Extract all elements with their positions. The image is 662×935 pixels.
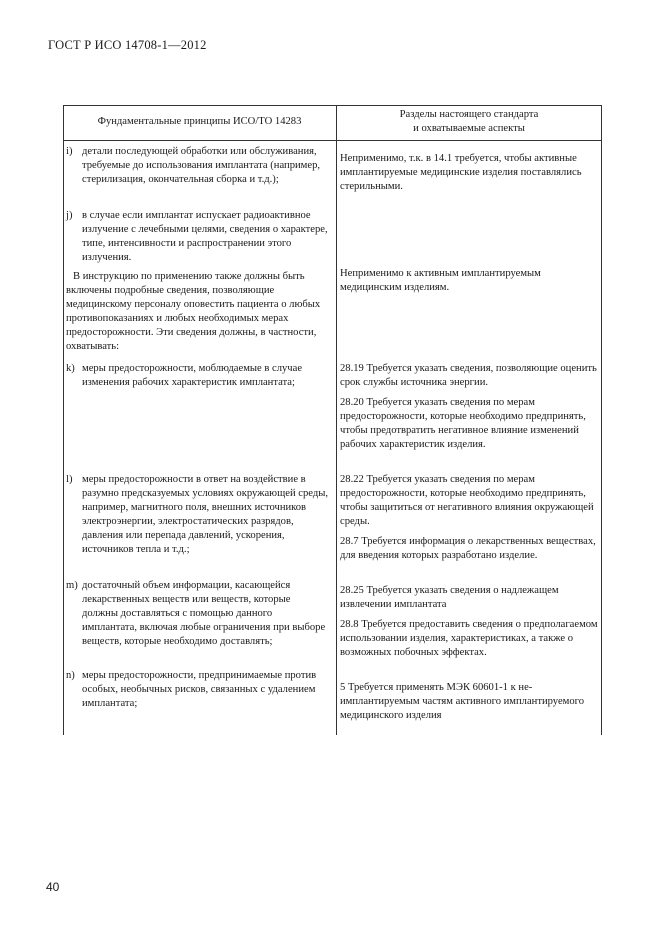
item-text: меры предосторожности, моблюдаемые в случае изменения рабочих характеристик имплантата;: [82, 363, 303, 389]
document-header: ГОСТ Р ИСО 14708-1—2012: [48, 38, 207, 52]
principles-table: [63, 105, 602, 735]
right-text-intro: Неприменимо к активным имплантируемым медицинским изделиям.: [340, 268, 541, 294]
col2-header-line2: и охватываемые аспекты: [413, 123, 525, 134]
col2-header-line1: Разделы настоящего стандарта: [399, 109, 539, 120]
header-bottom-border: [63, 140, 602, 141]
item-label: k): [66, 363, 75, 374]
column-divider: [336, 105, 337, 735]
right-text-5: 5 Требуется применять МЭК 60601-1 к не-имплантируемым частям активного имплантируемого медицинского изделия: [340, 682, 585, 722]
list-item-j: [66, 209, 328, 265]
list-item-i: [66, 145, 328, 187]
table-left-border: [63, 105, 64, 735]
page-number: 40: [46, 880, 60, 894]
right-text-28-20: 28.20 Требуется указать сведения по мерам предосторожности, которые необходимо предпринять, чтобы предотвратить негативное влияние изменений рабочих характеристик изделия.: [340, 397, 586, 451]
right-text-28-22: 28.22 Требуется указать сведения по мерам предосторожности, которые необходимо предпринять, чтобы защититься от негативного влияния окружающей среды.: [340, 474, 594, 528]
item-text: детали последующей обработки или обслуживания, требуемые до использования имплантата (например, стерилизация, окончательная сборка и т.д.);: [82, 146, 321, 186]
item-label: j): [66, 210, 73, 221]
right-text-ij: Неприменимо, т.к. в 14.1 требуется, чтобы активные имплантируемые медицинские изделия поставлялись стерильными.: [340, 153, 582, 193]
list-item-m: [66, 579, 328, 649]
list-item-l: [66, 473, 328, 558]
item-text: достаточный объем информации, касающейся лекарственных веществ или веществ, которые должны доставляться с помощью данного имплантата, включая любые ограничения при выборе веществ, которые необходимо доставлять;: [82, 580, 326, 648]
item-label: n): [66, 670, 75, 681]
item-text: меры предосторожности в ответ на воздействие в разумно предсказуемых условиях окружающей среды, например, магнитного поля, внешних источников электроэнергии, электростатических разрядов, давления или перепада давлений, ускорения, источников тепла и т.д.;: [82, 474, 328, 556]
item-text: в случае если имплантат испускает радиоактивное излучение с лечебными целями, сведения о характере, типе, интенсивности и распространении этого излучения.: [82, 210, 328, 264]
instructions-intro: В инструкцию по применению также должны быть включены подробные сведения, позволяющие медицинскому персоналу оповестить пациента о любых противопоказаниях и любых необходимых мерах предосторожности. Эти сведения должны, в частности, охватывать:: [66, 271, 321, 353]
list-item-n: [66, 669, 328, 711]
right-text-28-8: 28.8 Требуется предоставить сведения о предполагаемом использовании изделия, характеристиках, а также о возможных побочных эффектах.: [340, 619, 598, 659]
col1-header: Фундаментальные принципы ИСО/ТО 14283: [97, 116, 302, 127]
right-text-28-7: 28.7 Требуется информация о лекарственных веществах, для введения которых разработано изделие.: [340, 536, 596, 562]
right-text-28-25: 28.25 Требуется указать сведения о надлежащем извлечении имплантата: [340, 585, 559, 611]
table-right-border: [601, 105, 602, 735]
item-text: меры предосторожности, предпринимаемые против особых, необычных рисков, связанных с удалением имплантата;: [82, 670, 317, 710]
item-label: m): [66, 580, 78, 591]
item-label: i): [66, 146, 73, 157]
item-label: l): [66, 474, 73, 485]
table-top-border: [63, 105, 602, 106]
list-item-k: [66, 362, 328, 390]
col2-header: [337, 108, 601, 136]
right-text-28-19: 28.19 Требуется указать сведения, позволяющие оценить срок службы источника энергии.: [340, 363, 597, 389]
